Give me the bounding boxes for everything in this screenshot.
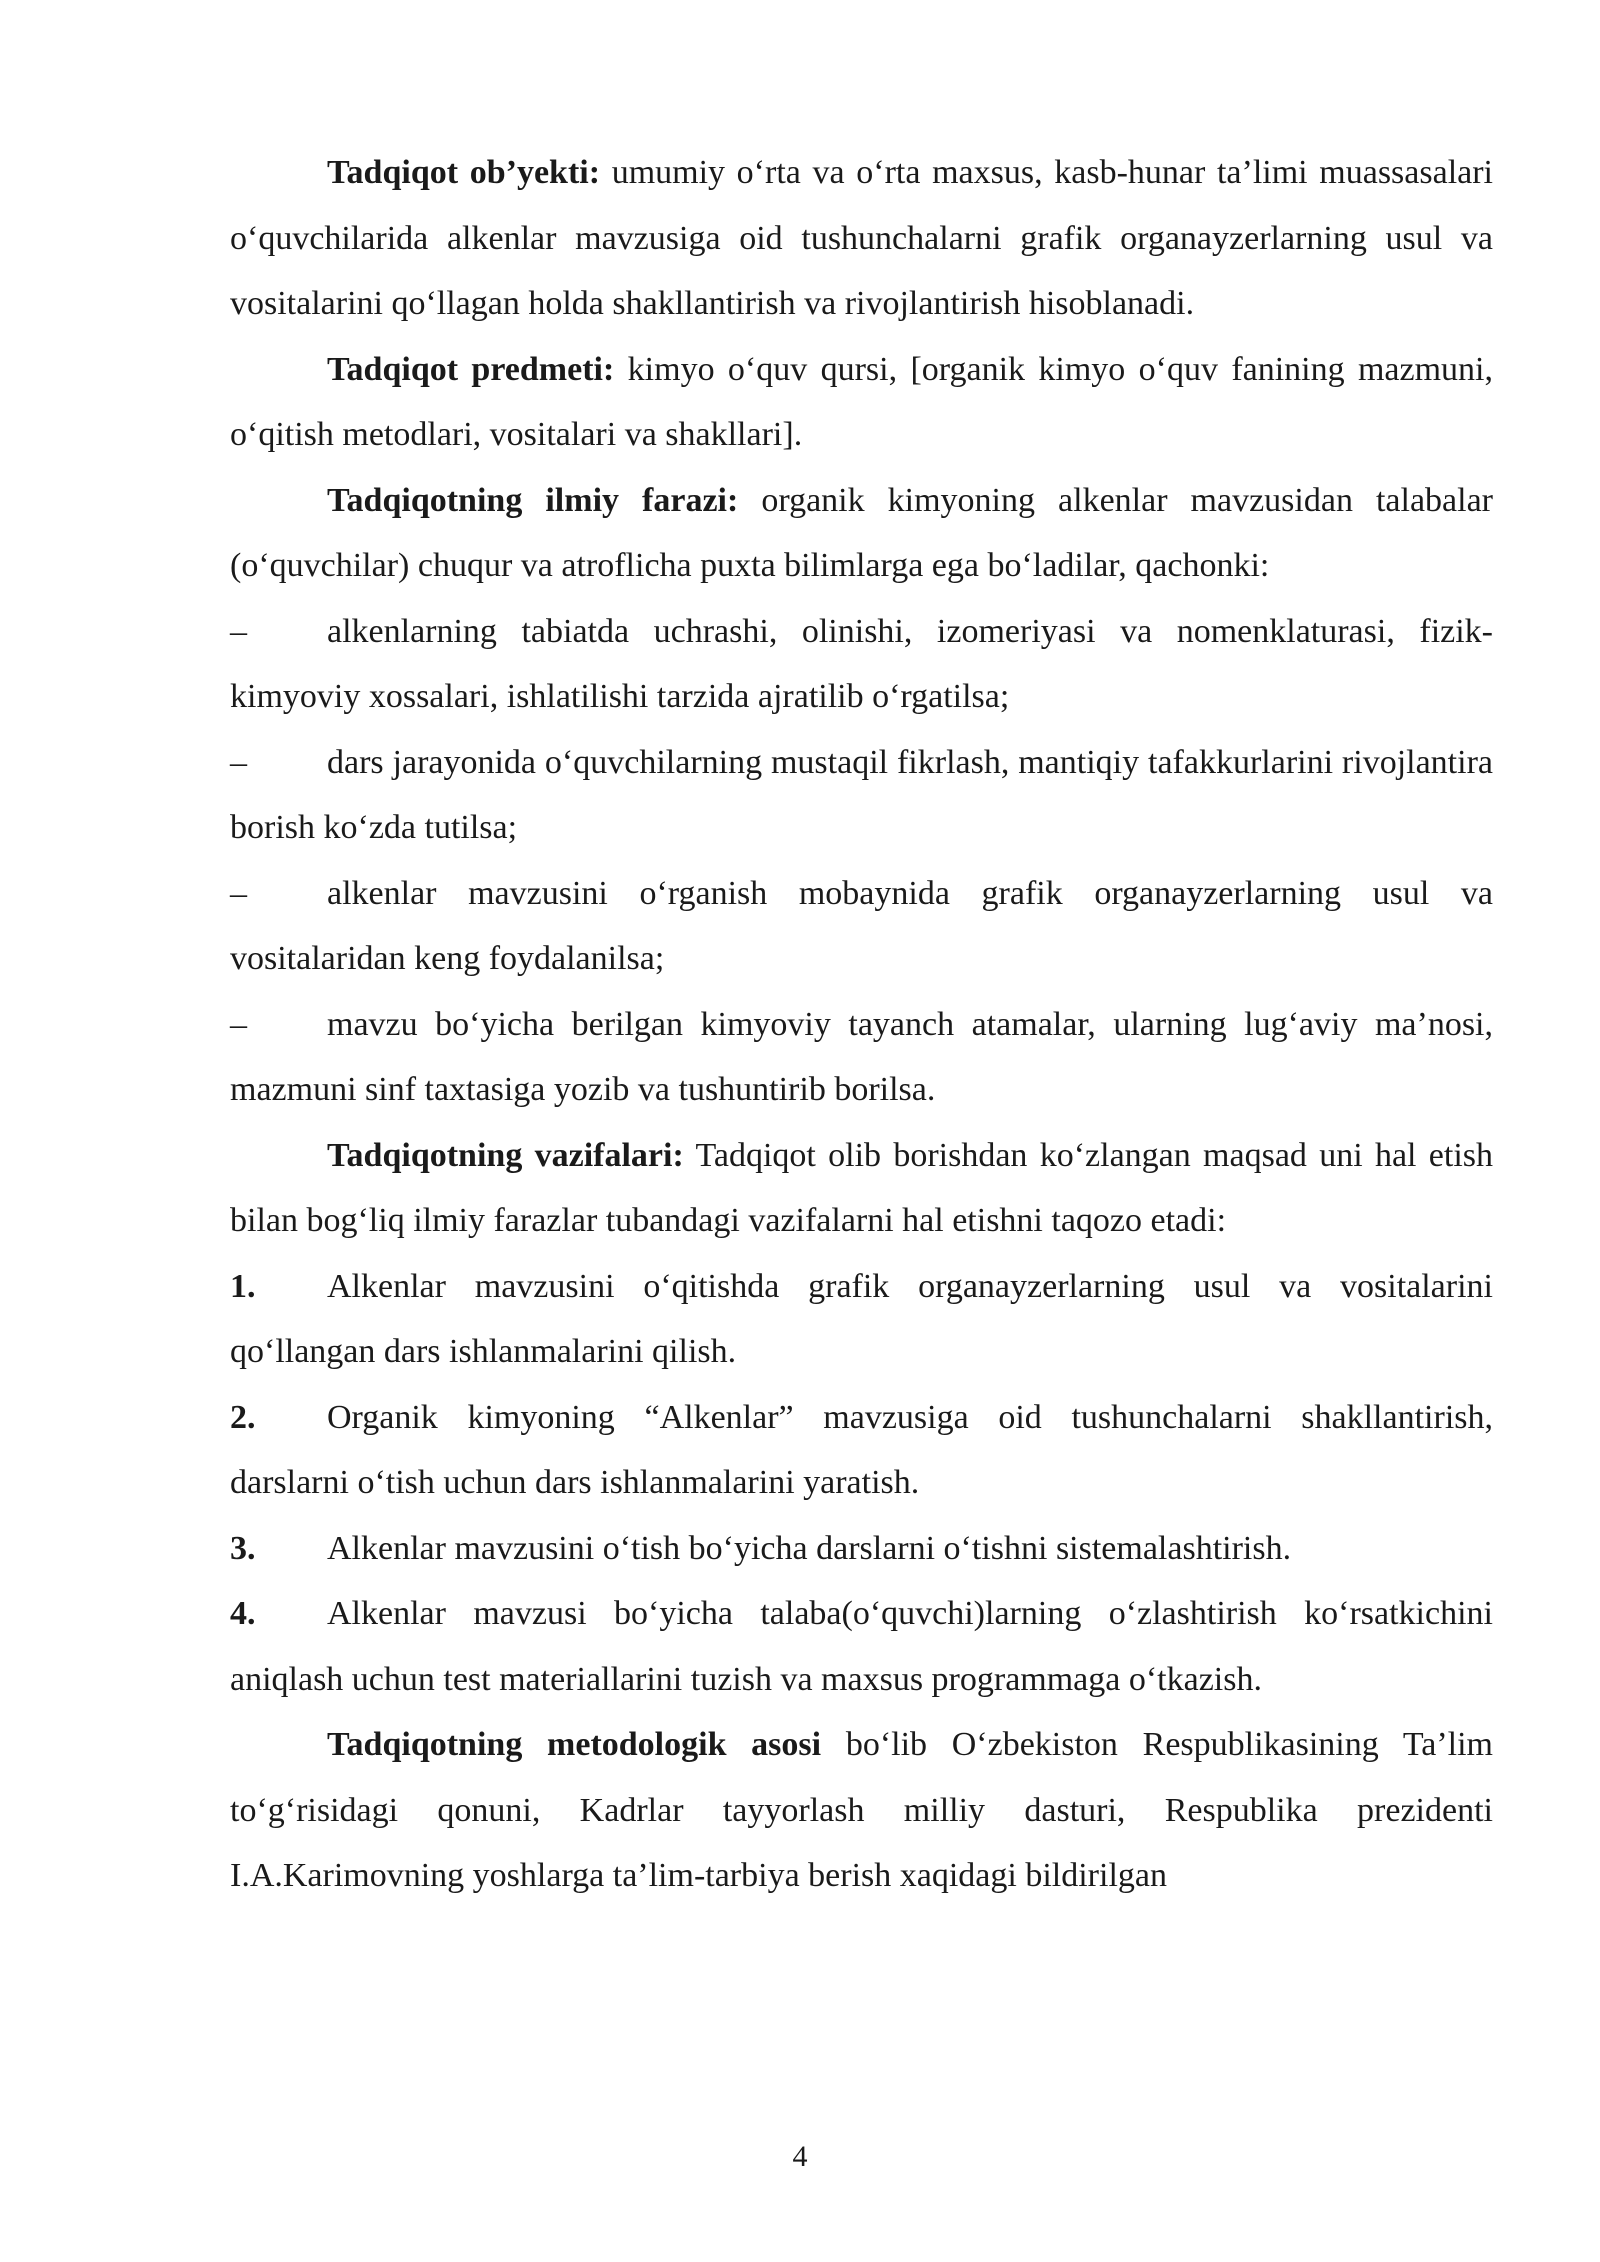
numbered-item-text: Alkenlar mavzusi bo‘yicha talaba(o‘quvchi)larning o‘zlashtirish ko‘rsatkichini aniqlash uchun test materiallarini tuzish va maxsus programmaga o‘tkazish. <box>230 1595 1493 1698</box>
dash-marker: – <box>230 612 247 650</box>
numbered-list-item <box>230 1254 1493 1385</box>
dash-item-text: alkenlar mavzusini o‘rganish mobaynida grafik organayzerlarning usul va vositalaridan keng foydalanilsa; <box>230 874 1493 977</box>
dash-item-text: alkenlarning tabiatda uchrashi, olinishi, izomeriyasi va nomenklaturasi, fizik-kimyoviy xossalari, ishlatilishi tarzida ajratilib o‘rgatilsa; <box>230 612 1493 715</box>
research-subject-label: Tadqiqot predmeti: <box>327 350 615 388</box>
page-number: 4 <box>792 2140 808 2173</box>
dash-marker: – <box>230 874 247 912</box>
hypothesis-text: organik kimyoning alkenlar mavzusidan talabalar (o‘quvchilar) chuqur va atroflicha puxta bilimlarga ega bo‘ladilar, qachonki: <box>230 481 1494 584</box>
numbered-item-text: Alkenlar mavzusini o‘qitishda grafik organayzerlarning usul va vositalarini qo‘llangan dars ishlanmalarini qilish. <box>230 1267 1493 1370</box>
methodology-label: Tadqiqotning metodologik asosi <box>327 1726 822 1763</box>
number-marker: 1. <box>230 1267 256 1305</box>
dash-list-item <box>230 992 1493 1123</box>
dash-list-item <box>230 730 1493 861</box>
numbered-item-text: Organik kimyoning “Alkenlar” mavzusiga oid tushunchalarni shakllantirish, darslarni o‘tish uchun dars ishlanmalarini yaratish. <box>230 1398 1493 1501</box>
numbered-list-item <box>230 1516 1493 1582</box>
dash-item-text: dars jarayonida o‘quvchilarning mustaqil fikrlash, mantiqiy tafakkurlarini rivojlantira borish ko‘zda tutilsa; <box>230 743 1493 846</box>
research-object-label: Tadqiqot ob’yekti: <box>327 154 601 191</box>
paragraph-methodology <box>230 1712 1493 1909</box>
paragraph-hypothesis <box>230 468 1493 599</box>
dash-list-item <box>230 599 1493 730</box>
dash-marker: – <box>230 1005 247 1043</box>
tasks-text: Tadqiqot olib borishdan ko‘zlangan maqsad uni hal etish bilan bog‘liq ilmiy farazlar tubandagi vazifalarni hal etishni taqozo etadi: <box>230 1136 1493 1239</box>
dash-item-text: mavzu bo‘yicha berilgan kimyoviy tayanch atamalar, ularning lug‘aviy ma’nosi, mazmuni sinf taxtasiga yozib va tushuntirib borilsa. <box>230 1005 1493 1108</box>
number-marker: 2. <box>230 1398 256 1436</box>
tasks-label: Tadqiqotning vazifalari: <box>327 1136 684 1174</box>
document-body <box>230 140 1493 1909</box>
numbered-list-item <box>230 1385 1493 1516</box>
paragraph-research-subject <box>230 337 1493 468</box>
hypothesis-label: Tadqiqotning ilmiy farazi: <box>327 481 739 519</box>
number-marker: 4. <box>230 1595 256 1632</box>
research-object-text: umumiy o‘rta va o‘rta maxsus, kasb-hunar ta’limi muassasalari o‘quvchilarida alkenlar mavzusiga oid tushunchalarni grafik organayzerlarning usul va vositalarini qo‘llagan holda shakllantirish va rivojlantirish hisoblanadi. <box>230 154 1493 322</box>
research-subject-text: kimyo o‘quv qursi, [organik kimyo o‘quv fanining mazmuni, o‘qitish metodlari, vositalari va shakllari]. <box>230 350 1493 453</box>
numbered-item-text: Alkenlar mavzusini o‘tish bo‘yicha darslarni o‘tishni sistemalashtirish. <box>327 1529 1292 1567</box>
numbered-list-item <box>230 1581 1493 1712</box>
methodology-text: bo‘lib O‘zbekiston Respublikasining Ta’lim to‘g‘risidagi qonuni, Kadrlar tayyorlash milliy dasturi, Respublika prezidenti I.A.Karimovning yoshlarga ta’lim-tarbiya berish xaqidagi bildirilgan <box>230 1726 1493 1894</box>
paragraph-tasks <box>230 1123 1493 1254</box>
dash-list-item <box>230 861 1493 992</box>
number-marker: 3. <box>230 1529 256 1567</box>
dash-marker: – <box>230 743 247 781</box>
paragraph-research-object <box>230 140 1493 337</box>
